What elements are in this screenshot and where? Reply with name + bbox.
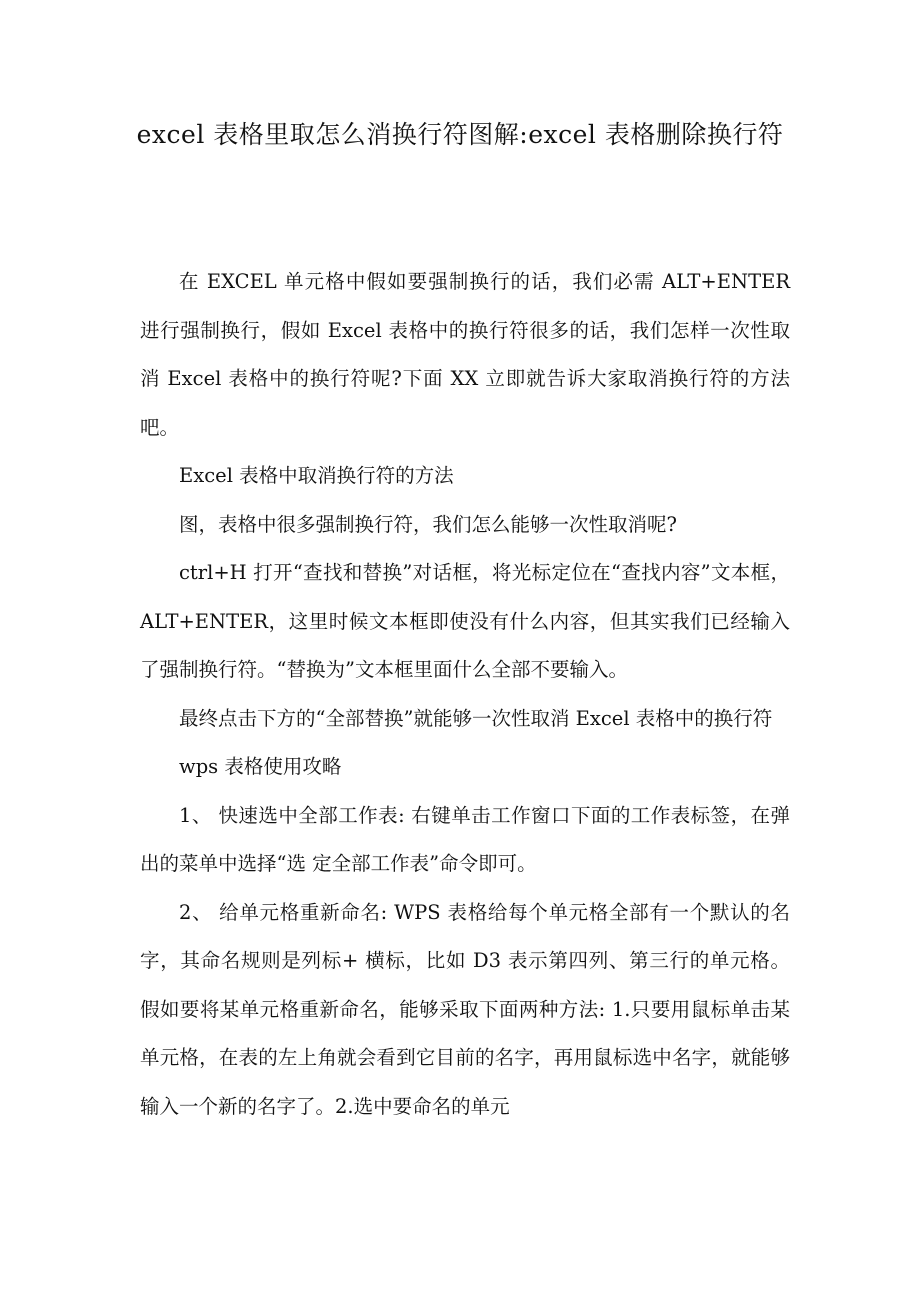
paragraph-tip-1: 1、 快速选中全部工作表: 右键单击工作窗口下面的工作表标签，在弹出的菜单中选择“选 定全部工作表”命令即可。 <box>140 803 790 875</box>
paragraph-method-heading: Excel 表格中取消换行符的方法 <box>179 464 454 487</box>
document-body <box>140 258 790 1131</box>
paragraph-ctrl-h: ctrl+H 打开“查找和替换”对话框，将光标定位在“查找内容”文本框，ALT+ENTER，这里时候文本框即使没有什么内容，但其实我们已经输入了强制换行符。“替换为”文本框里面什么全部不要输入。 <box>140 561 790 681</box>
paragraph-tip-2: 2、 给单元格重新命名: WPS 表格给每个单元格全部有一个默认的名字，其命名规则是列标+ 横标，比如 D3 表示第四列、第三行的单元格。 假如要将某单元格重新命名，能够采取下面两种方法: 1.只要用鼠标单击某单元格，在表的左上角就会看到它目前的名字，再用鼠标选中名字，就能够输入一个新的名字了。2.选中要命名的单元 <box>140 900 790 1118</box>
document-title: excel 表格里取怎么消换行符图解:excel 表格删除换行符 <box>136 120 784 149</box>
paragraph-wps-heading: wps 表格使用攻略 <box>179 755 342 778</box>
paragraph-replace-all: 最终点击下方的“全部替换”就能够一次性取消 Excel 表格中的换行符 <box>179 706 773 730</box>
paragraph-intro: 在 EXCEL 单元格中假如要强制换行的话，我们必需 ALT+ENTER 进行强制换行，假如 Excel 表格中的换行符很多的话，我们怎样一次性取消 Excel 表格中的换行符呢?下面 XX 立即就告诉大家取消换行符的方法吧。 <box>140 270 790 439</box>
paragraph-figure-note: 图，表格中很多强制换行符，我们怎么能够一次性取消呢? <box>179 512 677 536</box>
